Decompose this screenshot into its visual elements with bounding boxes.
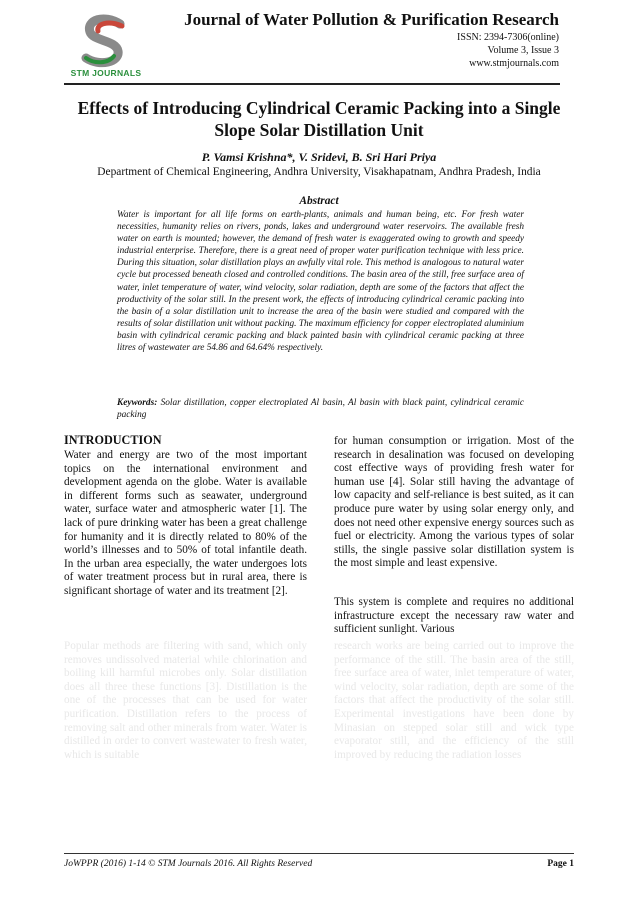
intro-right-paragraph-3: research works are being carried out to improve the performance of the still. The basin area of the still, free surface area of water, inlet temperature of water, wind velocity, solar radiation, depth are some of the factors that affect the productivity of the solar still. Experimental investigations have been done by Minasian on stepped solar still and wick type evaporator still, and the efficiency of the still improved by reducing the radiation losses — [334, 640, 574, 761]
abstract-heading: Abstract — [299, 195, 339, 207]
journal-title: Journal of Water Pollution & Purification Research — [184, 10, 559, 29]
intro-right-paragraph-1: for human consumption or irrigation. Most of the research in desalination was focused on developing cost effective ways of providing fresh water for human use [4]. Solar still having the advantage of low capacity and self-reliance is best suited, as it can produce pure water by using solar energy only, and does not need other expensive energy sources such as fuel or electricity. Among the various types of solar stills, the single passive solar distillation system is the most simple and least expensive. — [334, 435, 574, 570]
keywords-text: Solar distillation, copper electroplated Al basin, Al basin with black paint, cylindrical ceramic packing — [117, 398, 524, 421]
keywords-label: Keywords: — [117, 398, 158, 408]
article-title: Effects of Introducing Cylindrical Ceramic Packing into a Single Slope Solar Distillation Unit — [77, 98, 561, 140]
footer-citation: JoWPPR (2016) 1-14 © STM Journals 2016. All Rights Reserved — [64, 859, 313, 869]
issn: ISSN: 2394-7306(online) — [457, 32, 559, 43]
intro-left-paragraph-2: Popular methods are filtering with sand, which only removes undissolved material while chlorination and boiling kill harmful microbes only. Solar distillation does all three these functions [3]. Distillation is the one of the processes that can be used for water purification. Distillation refers to the process of removing salt and other minerals from water. Water is distilled in order to convert wastewater to fresh water, which is suitable — [64, 640, 307, 761]
author-affiliation: Department of Chemical Engineering, Andhra University, Visakhapatnam, Andhra Pradesh, India — [97, 166, 541, 178]
intro-right-paragraph-2: This system is complete and requires no additional infrastructure except the necessary raw water and sufficient sunlight. Various — [334, 596, 574, 636]
volume-issue: Volume 3, Issue 3 — [487, 45, 559, 56]
abstract-text: Water is important for all life forms on earth-plants, animals and human being, etc. For fresh water necessities, humanity relies on rivers, ponds, lakes and underground water reservoirs. The available fresh water on earth is mounted; however, the demand of fresh water is exaggerated owing to growth and speedy industrial enterprise. Therefore, there is a great need of proper water purification technique with less price. During this situation, solar distillation plays an awfully vital role. This method is analogous to natural water cycle but processed beneath closed and controlled conditions. The basin area of the still, free surface area of water, inlet temperature of water, wind velocity, solar radiation, depth are some of the factors that affect the productivity of the solar still. In the present work, the effects of introducing cylindrical ceramic packing into the basin of a solar distillation unit to increase the area of the basin were studied and compared with the results of solar distillation unit without packing. The maximum efficiency for copper electroplated aluminium basin with cylindrical ceramic packing and black painted basin with cylindrical ceramic packing at three litres of wastewater are 54.86 and 64.64% respectively. — [117, 210, 524, 354]
introduction-heading: INTRODUCTION — [64, 433, 162, 447]
footer-divider — [64, 853, 574, 854]
intro-left-paragraph-1: Water and energy are two of the most important topics on the international environment and development agenda on the globe. Water is available in different forms such as seawater, underground water, surface water and atmospheric water [1]. The lack of pure drinking water has been a great challenge for humanity and it is directly related to 80% of the world’s illnesses and to 50% of total infantile death. In the urban area especially, the water undergoes lots of water treatment process but in rural area, there is significant shortage of water and its treatment [2]. — [64, 449, 307, 597]
logo-caption: STM JOURNALS — [70, 68, 142, 78]
header-divider — [64, 83, 560, 85]
stm-logo-icon — [64, 14, 146, 74]
page-number: Page 1 — [547, 859, 574, 869]
article-authors: P. Vamsi Krishna*, V. Sridevi, B. Sri Hari Priya — [201, 150, 437, 164]
website-link[interactable]: www.stmjournals.com — [469, 58, 559, 69]
keywords — [117, 397, 524, 421]
